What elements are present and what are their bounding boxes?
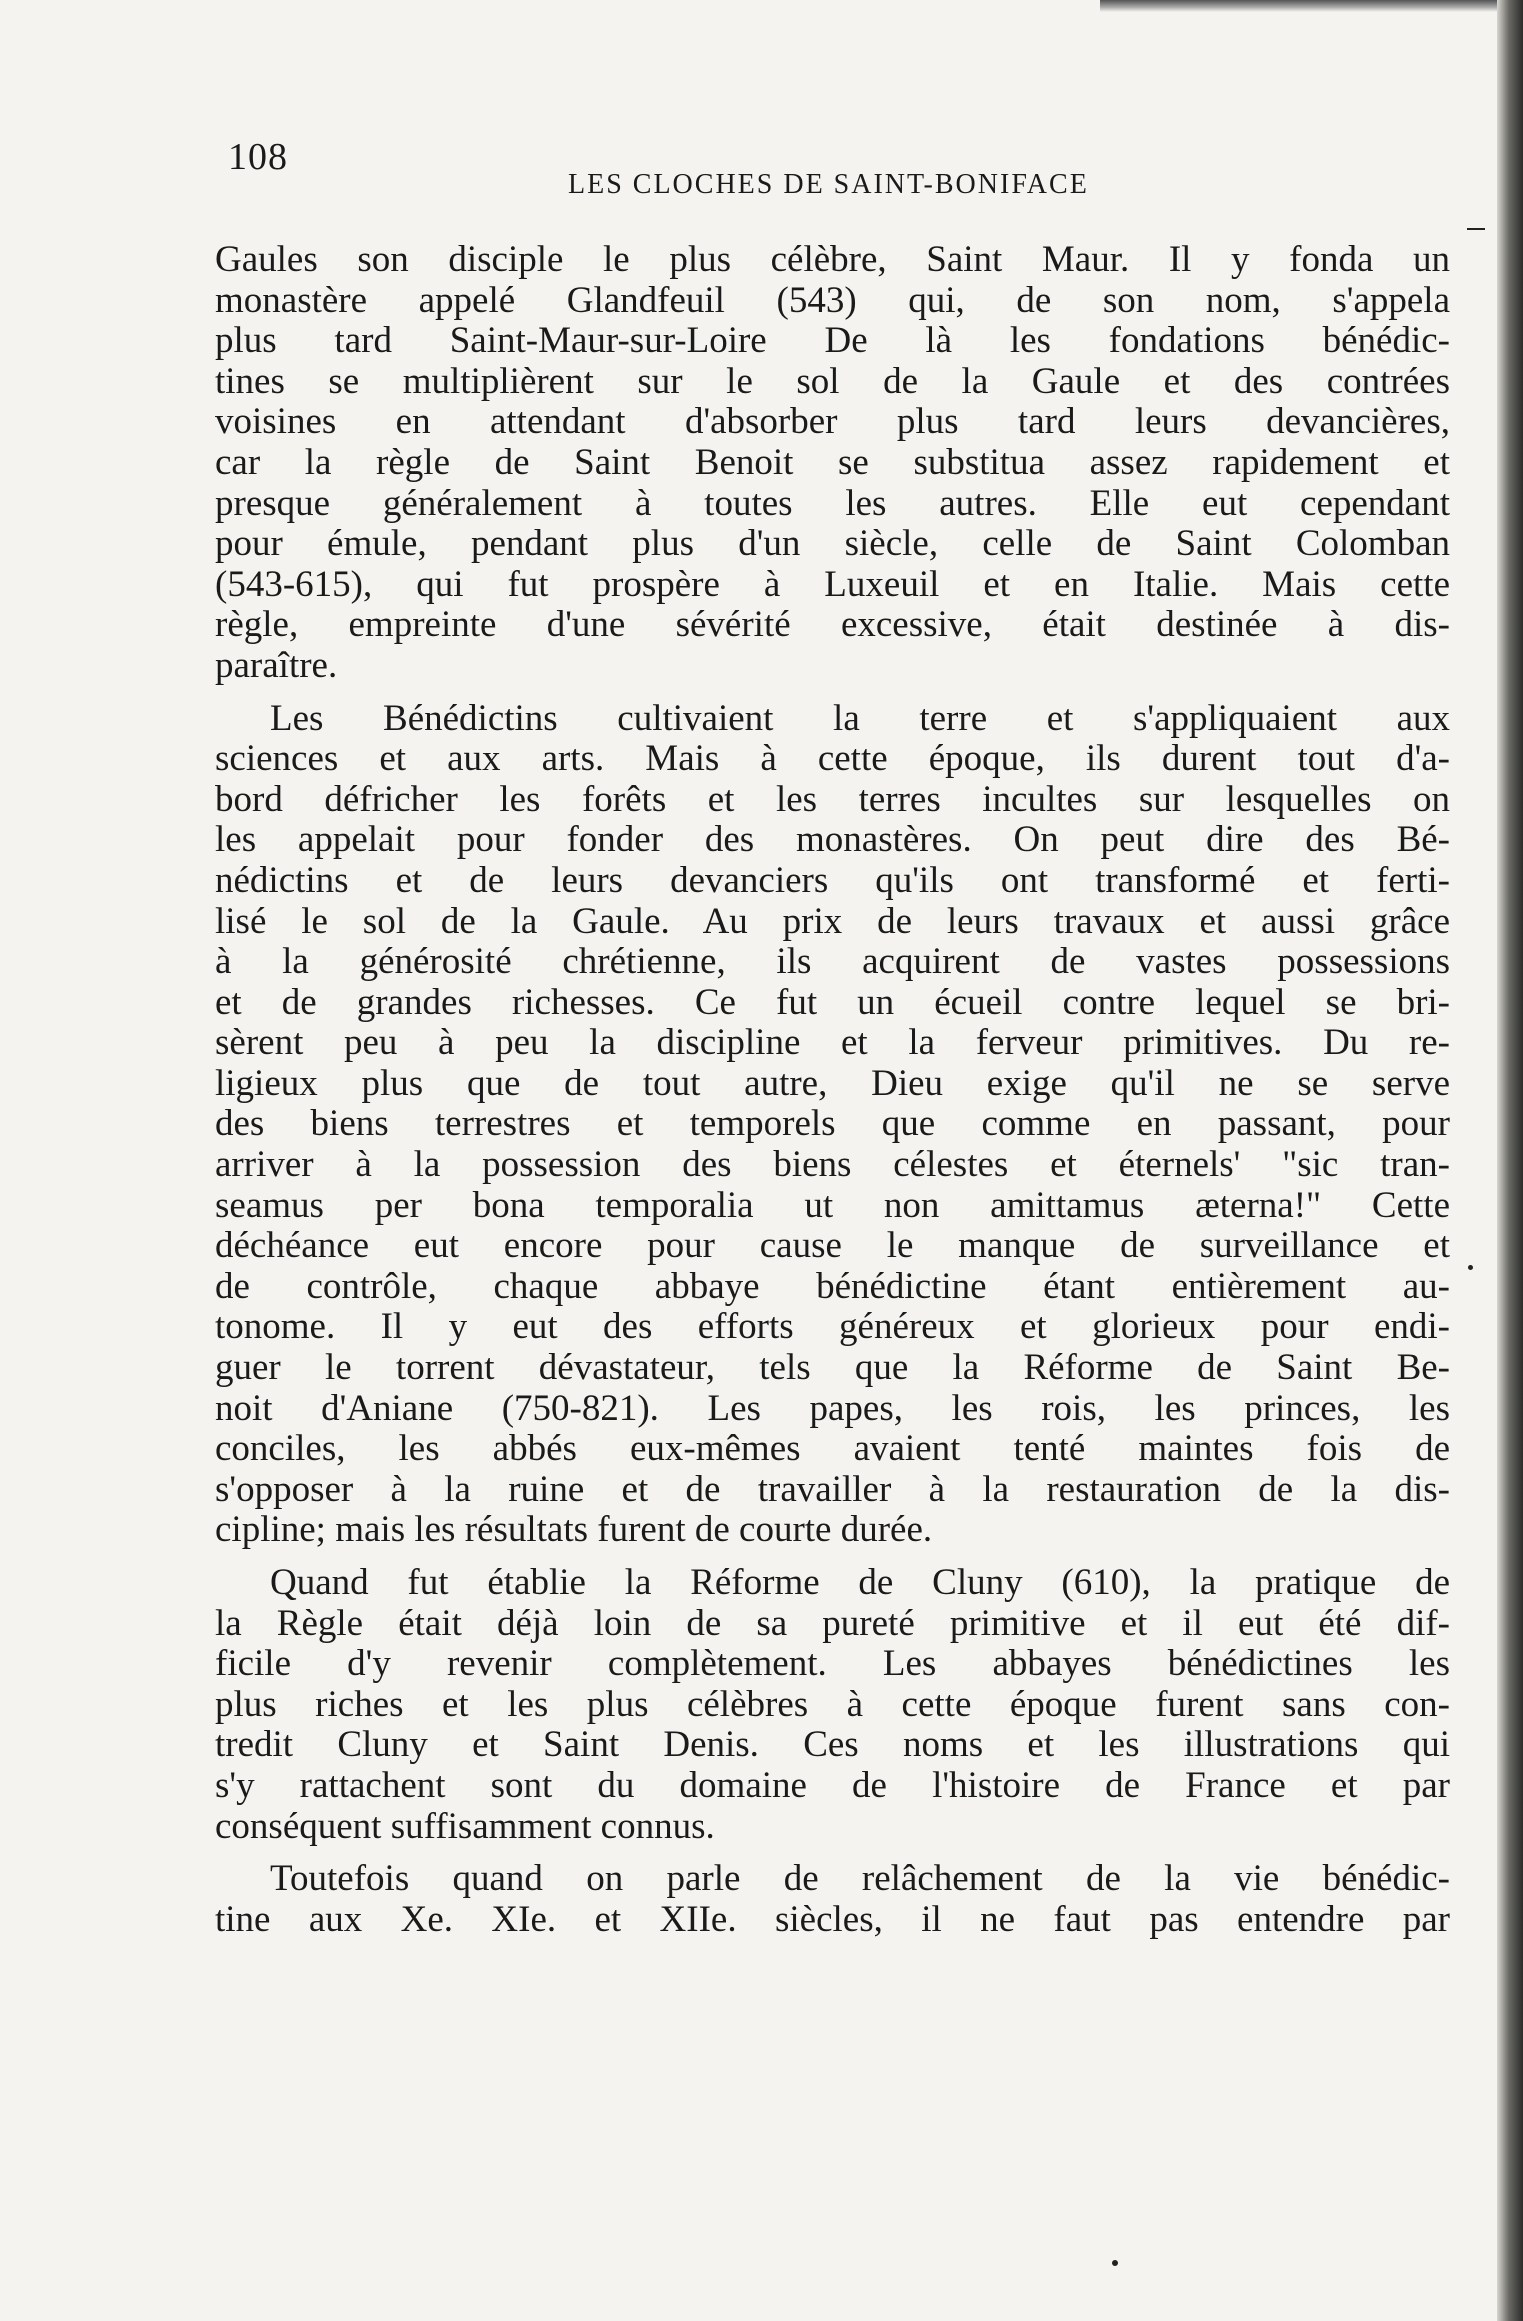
text-line: paraître. — [215, 644, 338, 686]
text-line: sciences et aux arts. Mais à cette époque, ils durent tout d'a- — [215, 738, 1450, 780]
text-line: tonome. Il y eut des efforts généreux et glorieux pour endi- — [215, 1306, 1450, 1348]
text-line: s'y rattachent sont du domaine de l'histoire de France et par — [215, 1764, 1450, 1806]
text-line: de contrôle, chaque abbaye bénédictine étant entièrement au- — [215, 1265, 1450, 1307]
running-title: LES CLOCHES DE SAINT-BONIFACE — [568, 169, 1089, 200]
text-line: arriver à la possession des biens célestes et éternels' "sic tran- — [215, 1144, 1450, 1186]
page-number: 108 — [228, 136, 288, 178]
text-line: Gaules son disciple le plus célèbre, Saint Maur. Il y fonda un — [215, 239, 1450, 280]
text-line: monastère appelé Glandfeuil (543) qui, de son nom, s'appela — [215, 279, 1450, 321]
text-line: cipline; mais les résultats furent de courte durée. — [215, 1509, 933, 1551]
text-line: pour émule, pendant plus d'un siècle, celle de Saint Colomban — [215, 523, 1450, 565]
text-line: sèrent peu à peu la discipline et la ferveur primitives. Du re- — [215, 1022, 1450, 1064]
text-line: voisines en attendant d'absorber plus tard leurs devancières, — [215, 401, 1450, 443]
text-line: tine aux Xe. XIe. et XIIe. siècles, il ne faut pas entendre par — [215, 1898, 1450, 1940]
scan-speck — [1467, 228, 1485, 230]
text-line: ficile d'y revenir complètement. Les abbayes bénédictines les — [215, 1643, 1450, 1685]
text-line: bord défricher les forêts et les terres incultes sur lesquelles on — [215, 778, 1450, 820]
text-line: Quand fut établie la Réforme de Cluny (610), la pratique de — [270, 1562, 1450, 1603]
paragraph — [215, 240, 1450, 687]
text-line: presque généralement à toutes les autres. Elle eut cependant — [215, 482, 1450, 524]
text-line: conséquent suffisamment connus. — [215, 1805, 715, 1847]
text-line: s'opposer à la ruine et de travailler à la restauration de la dis- — [215, 1468, 1450, 1510]
text-line: ligieux plus que de tout autre, Dieu exige qu'il ne se serve — [215, 1062, 1450, 1104]
text-line: noit d'Aniane (750-821). Les papes, les rois, les princes, les — [215, 1387, 1450, 1429]
paragraph — [215, 1563, 1450, 1847]
text-line: déchéance eut encore pour cause le manque de surveillance et — [215, 1225, 1450, 1267]
text-line: plus riches et les plus célèbres à cette époque furent sans con- — [215, 1683, 1450, 1725]
text-line: tredit Cluny et Saint Denis. Ces noms et les illustrations qui — [215, 1724, 1450, 1766]
scan-binding-shadow — [1497, 0, 1523, 2321]
paragraph — [215, 699, 1450, 1551]
text-line: seamus per bona temporalia ut non amittamus æterna!" Cette — [215, 1184, 1450, 1226]
text-line: guer le torrent dévastateur, tels que la Réforme de Saint Be- — [215, 1347, 1450, 1389]
text-line: règle, empreinte d'une sévérité excessive, était destinée à dis- — [215, 604, 1450, 646]
text-line: Les Bénédictins cultivaient la terre et s'appliquaient aux — [270, 697, 1450, 739]
body-text — [215, 240, 1450, 1940]
text-line: tines se multiplièrent sur le sol de la Gaule et des contrées — [215, 360, 1450, 402]
text-line: la Règle était déjà loin de sa pureté primitive et il eut été dif- — [215, 1602, 1450, 1644]
text-line: des biens terrestres et temporels que comme en passant, pour — [215, 1103, 1450, 1145]
scan-speck — [1112, 2260, 1118, 2266]
paragraph-gap — [215, 687, 1450, 699]
text-line: plus tard Saint-Maur-sur-Loire De là les fondations bénédic- — [215, 320, 1450, 362]
text-line: et de grandes richesses. Ce fut un écueil contre lequel se bri- — [215, 981, 1450, 1023]
text-line: (543-615), qui fut prospère à Luxeuil et en Italie. Mais cette — [215, 563, 1450, 605]
text-line: conciles, les abbés eux-mêmes avaient tenté maintes fois de — [215, 1428, 1450, 1470]
scan-speck — [1468, 1265, 1473, 1270]
page-header — [228, 135, 1228, 200]
text-line: Toutefois quand on parle de relâchement de la vie bénédic- — [270, 1858, 1450, 1900]
text-line: car la règle de Saint Benoit se substitua assez rapidement et — [215, 441, 1450, 483]
text-line: lisé le sol de la Gaule. Au prix de leurs travaux et aussi grâce — [215, 900, 1450, 942]
scan-top-shadow — [1100, 0, 1520, 12]
paragraph — [215, 1859, 1450, 1940]
text-line: à la générosité chrétienne, ils acquirent de vastes possessions — [215, 941, 1450, 983]
text-line: nédictins et de leurs devanciers qu'ils ont transformé et ferti- — [215, 859, 1450, 901]
text-line: les appelait pour fonder des monastères. On peut dire des Bé- — [215, 819, 1450, 861]
